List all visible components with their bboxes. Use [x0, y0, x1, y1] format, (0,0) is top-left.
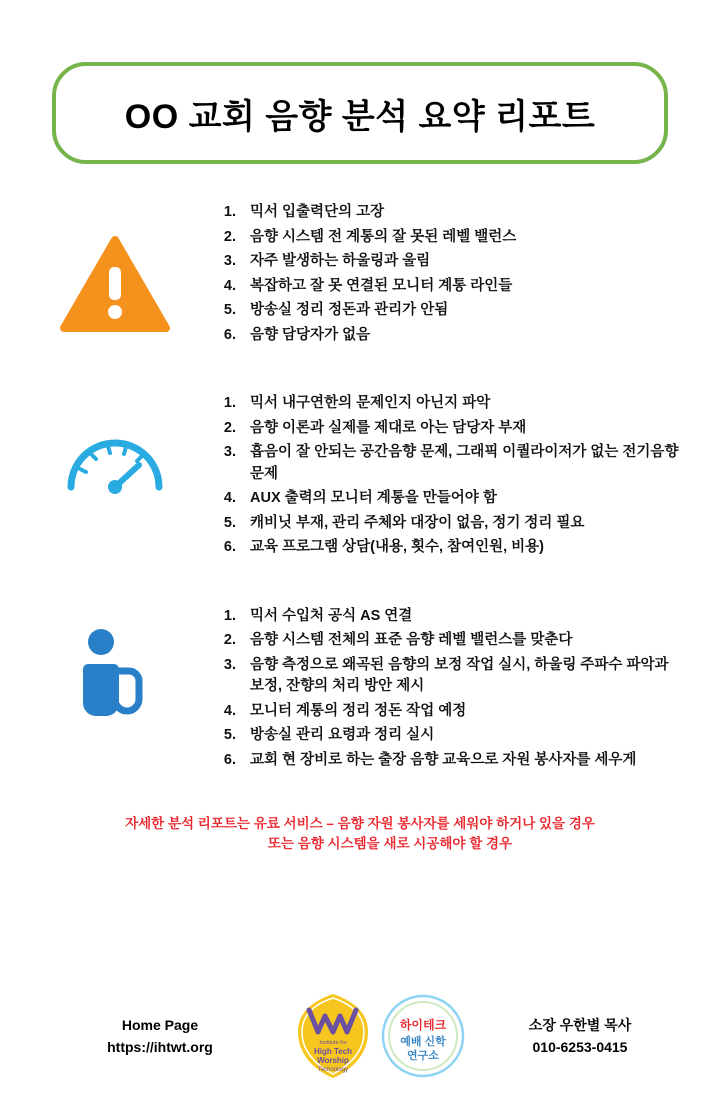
section-solutions-list	[190, 606, 680, 775]
contact-name: 소장 우한별 목사	[528, 1017, 632, 1033]
section-problems-icon-column	[40, 202, 190, 337]
section-analysis-list	[190, 393, 680, 562]
footer-contact	[480, 1014, 680, 1058]
logo-left-line1: Institute for	[319, 1040, 347, 1046]
list-item: 음향 시스템 전 계통의 잘 못된 레벨 밸런스	[250, 228, 517, 245]
list-item: AUX 출력의 모니터 계통을 만들어야 함	[250, 490, 497, 506]
logo-right-line1: 하이테크	[399, 1018, 447, 1032]
list-item: 교회 현 장비로 하는 출장 음향 교육으로 자원 봉사자를 세우게	[250, 751, 637, 768]
list-item: 믹서 입출력단의 고장	[250, 204, 385, 220]
list-item: 음향 시스템 전체의 표준 음향 레벨 밸런스를 맞춘다	[250, 632, 573, 648]
list-item: 흡음이 잘 안되는 공간음향 문제, 그래픽 이퀄라이저가 없는 전기음향 문제	[250, 444, 679, 482]
notice-line-2: 또는 음향 시스템을 새로 시공해야 할 경우	[267, 836, 513, 851]
logo-right-line2: 예배 신학	[400, 1036, 446, 1048]
footer-logos	[280, 992, 480, 1080]
contact-phone: 010-6253-0415	[532, 1039, 628, 1055]
footer	[0, 992, 720, 1080]
section-analysis	[0, 393, 720, 562]
person-idea-icon	[75, 624, 155, 739]
list-item: 방송실 관리 요령과 정리 실시	[250, 727, 435, 743]
list-item: 복잡하고 잘 못 연결된 모니터 계통 라인들	[250, 277, 513, 294]
section-problems-list	[190, 202, 680, 349]
list-item: 음향 담당자가 없음	[250, 326, 371, 343]
home-page-url[interactable]: https://ihtwt.org	[107, 1039, 213, 1055]
gauge-icon	[63, 429, 167, 500]
warning-triangle-icon	[60, 236, 170, 337]
home-page-label: Home Page	[121, 1017, 199, 1033]
list-item: 캐비닛 부재, 관리 주체와 대장이 없음, 정기 정리 필요	[250, 514, 585, 531]
paid-service-notice	[0, 814, 720, 854]
logo-left-line3: Worship	[317, 1056, 349, 1065]
section-analysis-icon-column	[40, 393, 190, 500]
footer-homepage	[40, 1014, 280, 1058]
list-item: 방송실 정리 정돈과 관리가 안됨	[250, 302, 449, 318]
logo-left-line2: High Tech	[313, 1047, 353, 1056]
list-item: 믹서 내구연한의 문제인지 아닌지 파악	[250, 395, 491, 411]
list-item: 음향 측정으로 왜곡된 음향의 보정 작업 실시, 하울링 주파수 파악과 보정, 잔향의 처리 방안 제시	[250, 656, 669, 694]
page-title: OO 교회 음향 분석 요약 리포트	[124, 97, 596, 136]
list-item: 모니터 계통의 정리 정돈 작업 예정	[250, 702, 467, 719]
logo-left-line4: Technology	[317, 1067, 349, 1073]
section-problems	[0, 202, 720, 349]
section-solutions	[0, 606, 720, 775]
list-item: 믹서 수입처 공식 AS 연결	[250, 607, 413, 624]
notice-line-1: 자세한 분석 리포트는 유료 서비스 – 음향 자원 봉사자를 세워야 하거나 있을 경우	[125, 816, 595, 831]
section-solutions-icon-column	[40, 606, 190, 739]
high-tech-worship-logo	[294, 992, 372, 1080]
logo-right-line3: 연구소	[407, 1050, 439, 1062]
page-title-box	[52, 62, 668, 164]
hitech-worship-theology-logo	[380, 993, 466, 1079]
list-item: 교육 프로그램 상담(내용, 횟수, 참여인원, 비용)	[250, 539, 545, 555]
list-item: 자주 발생하는 하울링과 울림	[250, 253, 431, 269]
list-item: 음향 이론과 실제를 제대로 아는 담당자 부재	[250, 419, 527, 436]
